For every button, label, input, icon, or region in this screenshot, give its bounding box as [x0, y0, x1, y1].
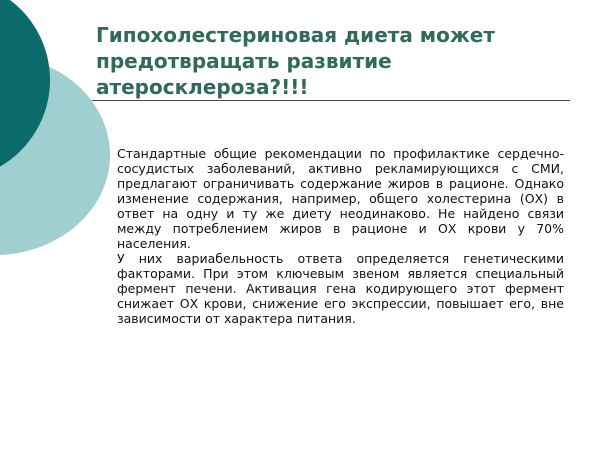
slide-body [117, 146, 564, 326]
body-paragraph-1: Стандартные общие рекомендации по профилактике сердечно-сосудистых заболеваний, активно рекламирующихся с СМИ, предлагают ограничивать содержание жиров в рационе. Однако изменение содержания, например, общего холестерина (ОХ) в ответ на одну и ту же диету неодинаково. Не найдено связи между потреблением жиров в рационе и ОХ крови у 70% населения. [117, 146, 564, 251]
title-underline [92, 100, 570, 101]
slide-title: Гипохолестериновая диета может предотвращать развитие атеросклероза?!!! [96, 23, 495, 99]
body-paragraph-2: У них вариабельность ответа определяется генетическими факторами. При этом ключевым звеном является специальный фермент печени. Активация гена кодирующего этот фермент снижает ОХ крови, снижение его экспрессии, повышает его, вне зависимости от характера питания. [117, 251, 564, 326]
